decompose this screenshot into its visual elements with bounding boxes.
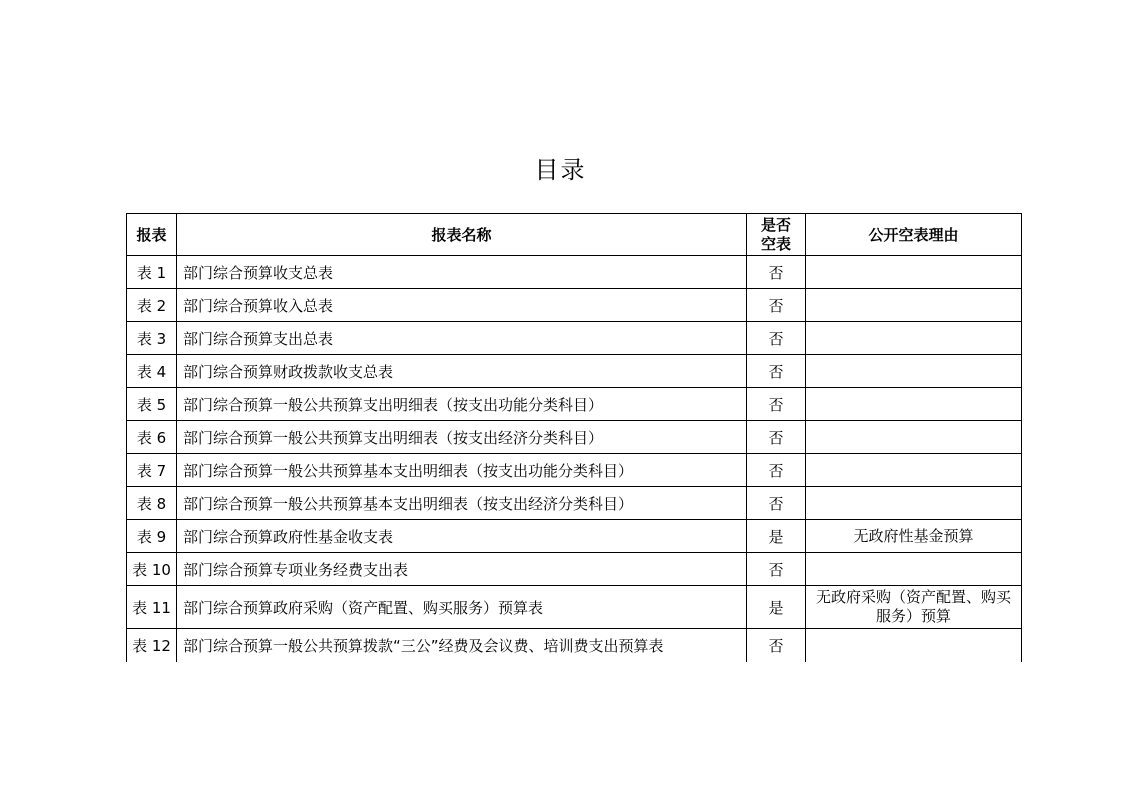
- row-no: 表 2: [127, 289, 177, 322]
- table-row: [127, 553, 1022, 586]
- row-no: 表 8: [127, 487, 177, 520]
- table-header-row: [127, 214, 1022, 256]
- row-no: 表 9: [127, 520, 177, 553]
- table-row: [127, 256, 1022, 289]
- row-reason: [806, 421, 1022, 454]
- row-reason: [806, 487, 1022, 520]
- header-reason: 公开空表理由: [806, 214, 1022, 256]
- row-reason: [806, 454, 1022, 487]
- table-row: [127, 322, 1022, 355]
- row-name: 部门综合预算收支总表: [177, 256, 747, 289]
- table-row: [127, 629, 1022, 662]
- page-bottom-whitespace: [120, 670, 1030, 800]
- row-reason: [806, 388, 1022, 421]
- row-empty: 否: [747, 388, 806, 421]
- row-reason-line1: 无政府采购（资产配置、购买: [815, 588, 1011, 606]
- header-is-empty-line1: 是否: [760, 215, 791, 234]
- row-empty: 是: [747, 520, 806, 553]
- row-name: 部门综合预算收入总表: [177, 289, 747, 322]
- header-is-empty: [747, 214, 806, 256]
- row-name: 部门综合预算专项业务经费支出表: [177, 553, 747, 586]
- table-row: [127, 421, 1022, 454]
- row-reason: 无政府性基金预算: [806, 520, 1022, 553]
- row-no: 表 12: [127, 629, 177, 662]
- row-reason: [806, 256, 1022, 289]
- row-empty: 否: [747, 256, 806, 289]
- header-is-empty-line2: 空表: [760, 234, 791, 253]
- row-reason: [806, 289, 1022, 322]
- row-name: 部门综合预算政府性基金收支表: [177, 520, 747, 553]
- row-empty: 否: [747, 454, 806, 487]
- row-reason: [806, 586, 1022, 629]
- header-no: 报表: [127, 214, 177, 256]
- table-row: [127, 355, 1022, 388]
- row-name: 部门综合预算一般公共预算基本支出明细表（按支出功能分类科目）: [177, 454, 747, 487]
- row-no: 表 3: [127, 322, 177, 355]
- row-no: 表 7: [127, 454, 177, 487]
- row-no: 表 4: [127, 355, 177, 388]
- table-row: [127, 520, 1022, 553]
- toc-table: [126, 213, 1022, 662]
- table-row: [127, 454, 1022, 487]
- row-name: 部门综合预算财政拨款收支总表: [177, 355, 747, 388]
- row-no: 表 10: [127, 553, 177, 586]
- row-reason: [806, 322, 1022, 355]
- table-row: [127, 487, 1022, 520]
- header-name: 报表名称: [177, 214, 747, 256]
- row-name: 部门综合预算一般公共预算拨款“三公”经费及会议费、培训费支出预算表: [177, 629, 747, 662]
- row-empty: 否: [747, 421, 806, 454]
- row-name: 部门综合预算政府采购（资产配置、购买服务）预算表: [177, 586, 747, 629]
- row-reason: [806, 553, 1022, 586]
- row-empty: 否: [747, 629, 806, 662]
- row-empty: 否: [747, 553, 806, 586]
- row-name: 部门综合预算一般公共预算基本支出明细表（按支出经济分类科目）: [177, 487, 747, 520]
- row-empty: 否: [747, 355, 806, 388]
- row-empty: 是: [747, 586, 806, 629]
- row-no: 表 1: [127, 256, 177, 289]
- row-no: 表 5: [127, 388, 177, 421]
- row-reason: [806, 629, 1022, 662]
- row-empty: 否: [747, 487, 806, 520]
- row-name: 部门综合预算一般公共预算支出明细表（按支出功能分类科目）: [177, 388, 747, 421]
- row-no: 表 6: [127, 421, 177, 454]
- row-name: 部门综合预算支出总表: [177, 322, 747, 355]
- row-empty: 否: [747, 289, 806, 322]
- row-no: 表 11: [127, 586, 177, 629]
- row-empty: 否: [747, 322, 806, 355]
- row-reason: [806, 355, 1022, 388]
- table-row: [127, 289, 1022, 322]
- table-row: [127, 388, 1022, 421]
- row-reason-line2: 服务）预算: [875, 607, 951, 625]
- table-row: [127, 586, 1022, 629]
- page-title: 目录: [534, 156, 587, 184]
- row-name: 部门综合预算一般公共预算支出明细表（按支出经济分类科目）: [177, 421, 747, 454]
